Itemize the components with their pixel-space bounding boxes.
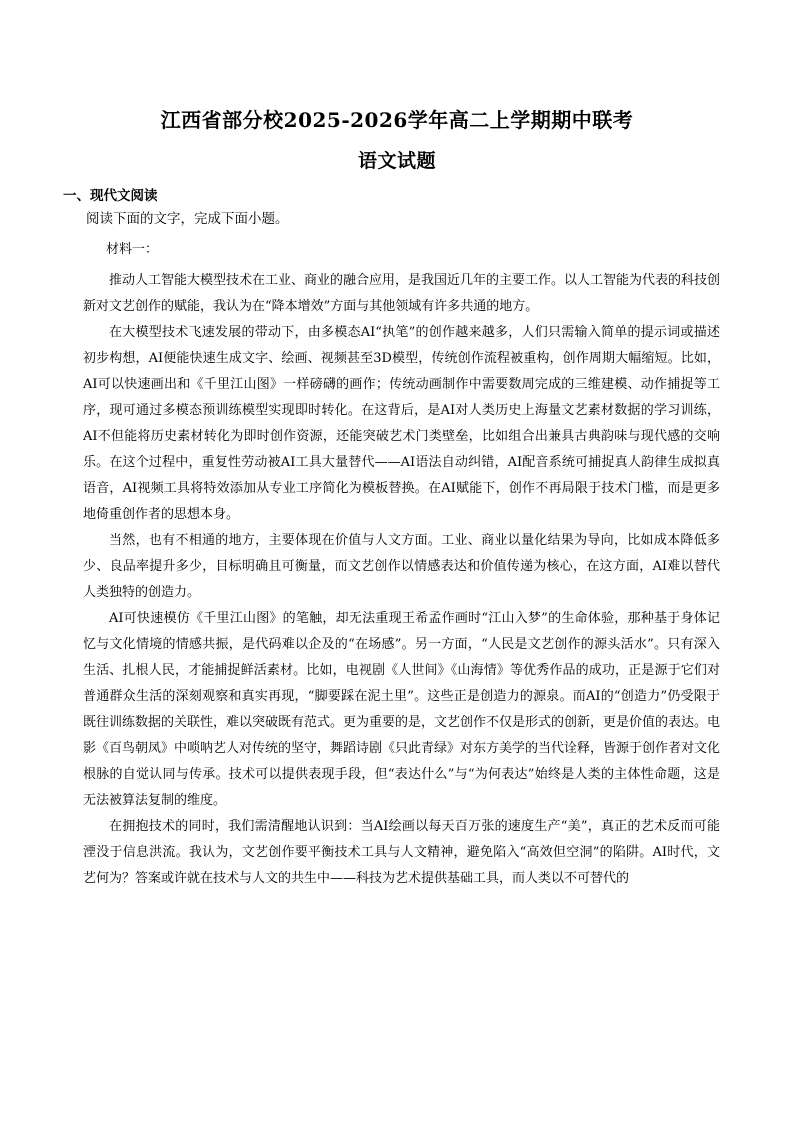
passage-paragraph: 当然，也有不相通的地方，主要体现在价值与人文方面。工业、商业以量化结果为导向，比如成本降低多少、良品率提升多少，目标明确且可衡量，而文艺创作以情感表达和价值传递为核心，在这方面，AI难以替代人类独特的创造力。 [83,533,720,600]
passage-paragraph: AI可快速模仿《千里江山图》的笔触，却无法重现王希孟作画时“江山入梦”的生命体验，那种基于身体记忆与文化情境的情感共振，是代码难以企及的“在场感”。另一方面，“人民是文艺创作的源头活水”。只有深入生活、扎根人民，才能捕捉鲜活素材。比如，电视剧《人世间》《山海情》等优秀作品的成功，正是源于它们对普通群众生活的深刻观察和真实再现，“脚要踩在泥土里”。这些正是创造力的源泉。而AI的“创造力”仍受限于既往训练数据的关联性，难以突破既有范式。更为重要的是，文艺创作不仅是形式的创新，更是价值的表达。电影《百鸟朝凤》中唢呐艺人对传统的坚守，舞蹈诗剧《只此青绿》对东方美学的当代诠释，皆源于创作者对文化根脉的自觉认同与传承。技术可以提供表现手段，但“表达什么”与“为何表达”始终是人类的主体性命题，这是无法被算法复制的维度。 [83,611,721,808]
passage-paragraph: 推动人工智能大模型技术在工业、商业的融合应用，是我国近几年的主要工作。以人工智能为代表的科技创新对文艺创作的赋能，我认为在“降本增效”方面与其他领域有许多共通的地方。 [83,273,721,314]
section-heading: 一、现代文阅读 [63,188,158,204]
passage-paragraph: 在拥抱技术的同时，我们需清醒地认识到：当AI绘画以每天百万张的速度生产“美”，真正的艺术反而可能湮没于信息洪流。我认为，文艺创作要平衡技术工具与人文精神，避免陷入“高效但空洞”的陷阱。AI时代，文艺何为？答案或许就在技术与人文的共生中——科技为艺术提供基础工具，而人类以不可替代的 [83,819,720,886]
reading-instruction: 阅读下面的文字，完成下面小题。 [86,211,289,227]
passage-body [83,268,720,892]
exam-title: 江西省部分校2025-2026学年高二上学期期中联考 [160,108,634,132]
passage-paragraph: 在大模型技术飞速发展的带动下，由多模态AI“执笔”的创作越来越多，人们只需输入简单的提示词或描述初步构想，AI便能快速生成文字、绘画、视频甚至3D模型，传统创作流程被重构，创作周期大幅缩短。比如，AI可以快速画出和《千里江山图》一样磅礴的画作；传统动画制作中需要数周完成的三维建模、动作捕捉等工序，现可通过多模态预训练模型实现即时转化。在这背后，是AI对人类历史上海量文艺素材数据的学习训练，AI不但能将历史素材转化为即时创作资源，还能突破艺术门类壁垒，比如组合出兼具古典韵味与现代感的交响乐。在这个过程中，重复性劳动被AI工具大量替代——AI语法自动纠错，AI配音系统可捕捉真人韵律生成拟真语音，AI视频工具将特效添加从专业工序简化为模板替换。在AI赋能下，创作不再局限于技术门槛，而是更多地倚重创作者的思想本身。 [83,325,720,522]
material-label: 材料一： [106,242,159,257]
exam-subtitle: 语文试题 [357,150,436,172]
